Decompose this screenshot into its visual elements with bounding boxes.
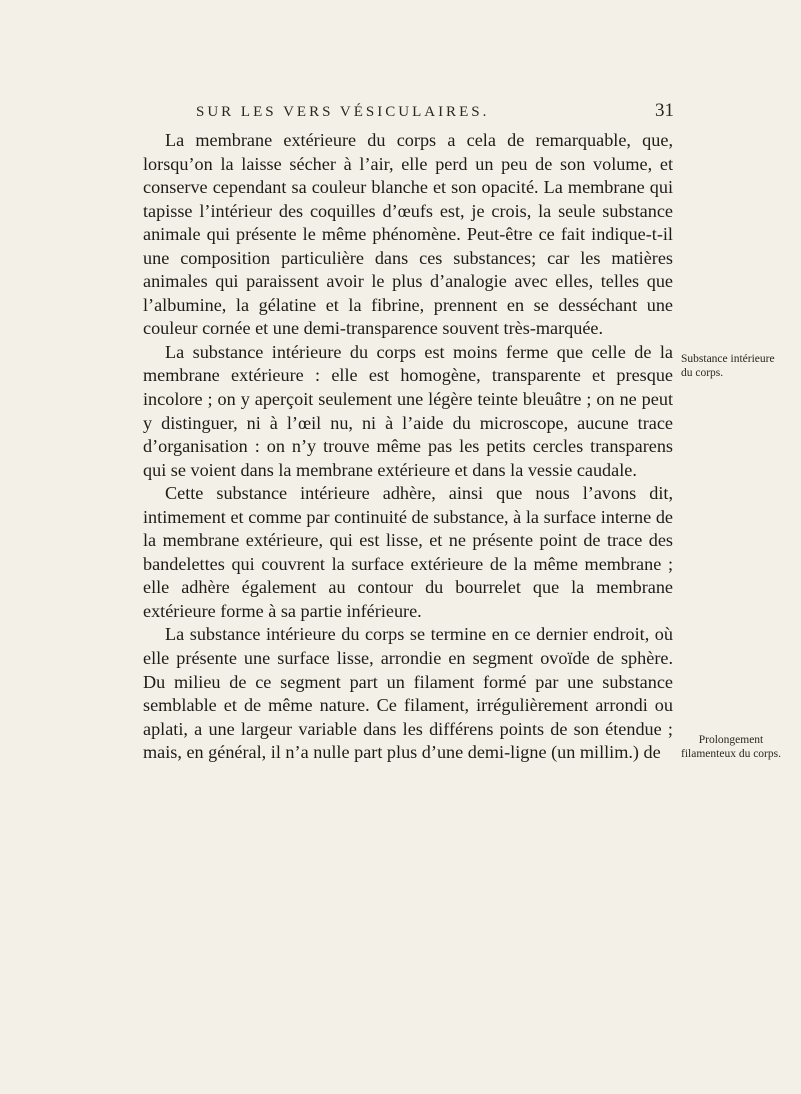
paragraph: La membrane extérieure du corps a cela de remarquable, que, lorsqu’on la laisse sécher à l’air, elle perd un peu de son volume, et conserve cependant sa couleur blanche et son opacité. La membrane qui tapisse l’intérieur des coquilles d’œufs est, je crois, la seule substance animale qui présente le même phénomène. Peut-être ce fait indique-t-il une composition particulière dans ces substances; car les matières animales qui paraissent avoir le plus d’analogie avec elles, telles que l’albumine, la gélatine et la fibrine, prennent en se desséchant une couleur cornée et une demi-transparence souvent très-marquée. (143, 130, 673, 339)
body-text (143, 129, 673, 765)
page-number: 31 (655, 100, 674, 121)
margin-note: Substance intérieure du corps. (681, 353, 775, 379)
paragraph: Cette substance intérieure adhère, ainsi que nous l’avons dit, intimement et comme par continuité de substance, à la surface interne de la membrane extérieure, qui est lisse, et ne présente point de trace des bandelettes qui couvrent la surface extérieure de la même membrane ; elle adhère également au contour du bourrelet que la membrane extérieure forme à sa partie inférieure. (143, 483, 673, 621)
paragraph: La substance intérieure du corps est moins ferme que celle de la membrane extérieure : elle est homogène, transparente et presque incolore ; on y aperçoit seulement une légère teinte bleuâtre ; on ne peut y distinguer, ni à l’œil nu, ni à l’aide du microscope, aucune trace d’organisation : on n’y trouve même pas les petits cercles transparens qui se voient dans la membrane extérieure et dans la vessie caudale. (143, 341, 673, 480)
running-title: SUR LES VERS VÉSICULAIRES. (196, 104, 490, 120)
paragraph: La substance intérieure du corps se termine en ce dernier endroit, où elle présente une surface lisse, arrondie en segment ovoïde de sphère. Du milieu de ce segment part un filament formé par une substance semblable et de même nature. Ce filament, irrégulièrement arrondi ou aplati, a une largeur variable dans les différens points de son étendue ; mais, en général, il n’a nulle part plus d’une demi-ligne (un millim.) de (143, 624, 673, 763)
margin-note: Prolongement filamenteux du corps. (681, 734, 781, 760)
